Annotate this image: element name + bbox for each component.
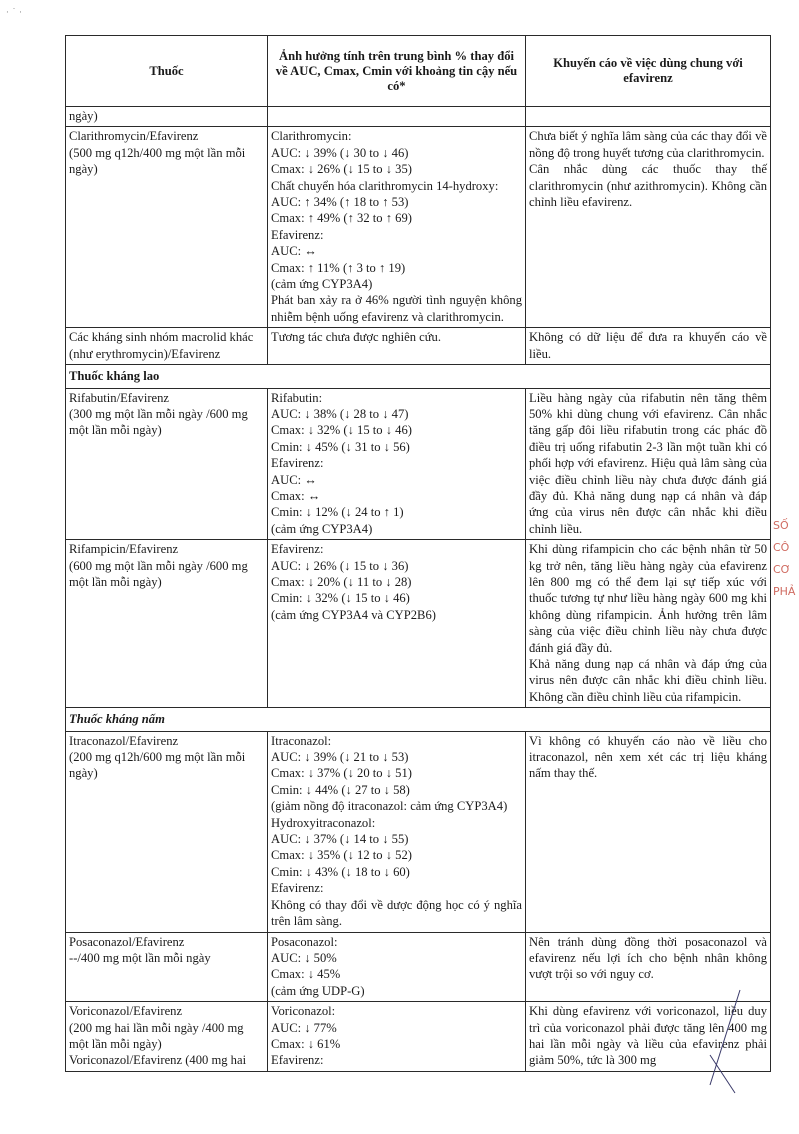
section-title-antifungal: Thuốc kháng nấm (66, 708, 771, 731)
effect-cell: Tương tác chưa được nghiên cứu. (268, 328, 526, 365)
recommendation-cell: Nên tránh dùng đồng thời posaconazol và efavirenz nếu lợi ích cho bệnh nhân không vượt trội so với nguy cơ. (526, 932, 771, 1002)
header-effect: Ảnh hưởng tính trên trung bình % thay đổi về AUC, Cmax, Cmin với khoảng tin cậy nếu có* (268, 36, 526, 107)
document-page (65, 35, 770, 1072)
effect-cell: Clarithromycin: AUC: ↓ 39% (↓ 30 to ↓ 46) Cmax: ↓ 26% (↓ 15 to ↓ 35) Chất chuyển hóa clarithromycin 14-hydroxy: AUC: ↑ 34% (↑ 18 to ↑ 53) Cmax: ↑ 49% (↑ 32 to ↑ 69) Efavirenz: AUC: ↔ Cmax: ↑ 11% (↑ 3 to ↑ 19) (cảm ứng CYP3A4) Phát ban xảy ra ở 46% người tình nguyện không nhiễm bệnh uống efavirenz và clarithromycin. (268, 127, 526, 328)
drug-cell: Rifabutin/Efavirenz (300 mg một lần mỗi ngày /600 mg một lần mỗi ngày) (66, 388, 268, 540)
drug-cell: Posaconazol/Efavirenz --/400 mg một lần mỗi ngày (66, 932, 268, 1002)
effect-cell: Rifabutin: AUC: ↓ 38% (↓ 28 to ↓ 47) Cmax: ↓ 32% (↓ 15 to ↓ 46) Cmin: ↓ 45% (↓ 31 to ↓ 56) Efavirenz: AUC: ↔ Cmax: ↔ Cmin: ↓ 12% (↓ 24 to ↑ 1) (cảm ứng CYP3A4) (268, 388, 526, 540)
table-row (66, 1002, 771, 1072)
drug-cell: Các kháng sinh nhóm macrolid khác (như erythromycin)/Efavirenz (66, 328, 268, 365)
effect-cell: Voriconazol: AUC: ↓ 77% Cmax: ↓ 61% Efavirenz: (268, 1002, 526, 1072)
table-row (66, 540, 771, 708)
red-stamp: SỐ CÔ CƠ PHẢ (773, 519, 796, 598)
recommendation-cell: Khi dùng efavirenz với voriconazol, liều duy trì của voriconazol phải được tăng lên 400 mg hai lần mỗi ngày và liều của efavirenz phải giảm 50%, tức là 300 mg (526, 1002, 771, 1072)
table-row (66, 328, 771, 365)
header-drug: Thuốc (66, 36, 268, 107)
section-row (66, 708, 771, 731)
drug-cell: ngày) (66, 107, 268, 127)
table-row (66, 388, 771, 540)
scan-artifact: · ˙ · (6, 8, 22, 18)
handwritten-pen-mark (700, 985, 760, 1095)
recommendation-cell: Chưa biết ý nghĩa lâm sàng của các thay đổi về nồng độ trong huyết tương của clarithromycin. Cân nhắc dùng các thuốc thay thế clarithromycin (như azithromycin). Không cần chỉnh liều efavirenz. (526, 127, 771, 328)
recommendation-cell: Vì không có khuyến cáo nào về liều cho itraconazol, nên xem xét các trị liệu kháng nấm thay thế. (526, 731, 771, 932)
table-row (66, 932, 771, 1002)
section-row (66, 365, 771, 388)
header-recommendation: Khuyến cáo về việc dùng chung với efavirenz (526, 36, 771, 107)
drug-cell: Clarithromycin/Efavirenz (500 mg q12h/400 mg một lần mỗi ngày) (66, 127, 268, 328)
recommendation-cell: Không có dữ liệu để đưa ra khuyến cáo về liều. (526, 328, 771, 365)
effect-cell: Efavirenz: AUC: ↓ 26% (↓ 15 to ↓ 36) Cmax: ↓ 20% (↓ 11 to ↓ 28) Cmin: ↓ 32% (↓ 15 to ↓ 46) (cảm ứng CYP3A4 và CYP2B6) (268, 540, 526, 708)
table-header-row (66, 36, 771, 107)
effect-cell: Itraconazol: AUC: ↓ 39% (↓ 21 to ↓ 53) Cmax: ↓ 37% (↓ 20 to ↓ 51) Cmin: ↓ 44% (↓ 27 to ↓ 58) (giảm nồng độ itraconazol: cảm ứng CYP3A4) Hydroxyitraconazol: AUC: ↓ 37% (↓ 14 to ↓ 55) Cmax: ↓ 35% (↓ 12 to ↓ 52) Cmin: ↓ 43% (↓ 18 to ↓ 60) Efavirenz: Không có thay đổi về dược động học có ý nghĩa trên lâm sàng. (268, 731, 526, 932)
table-row (66, 127, 771, 328)
drug-cell: Rifampicin/Efavirenz (600 mg một lần mỗi ngày /600 mg một lần mỗi ngày) (66, 540, 268, 708)
drug-interaction-table (65, 35, 771, 1072)
drug-cell: Voriconazol/Efavirenz (200 mg hai lần mỗi ngày /400 mg một lần mỗi ngày) Voriconazol/Efavirenz (400 mg hai (66, 1002, 268, 1072)
drug-cell: Itraconazol/Efavirenz (200 mg q12h/600 mg một lần mỗi ngày) (66, 731, 268, 932)
effect-cell: Posaconazol: AUC: ↓ 50% Cmax: ↓ 45% (cảm ứng UDP-G) (268, 932, 526, 1002)
recommendation-cell (526, 107, 771, 127)
effect-cell (268, 107, 526, 127)
table-row (66, 731, 771, 932)
table-row (66, 107, 771, 127)
section-title-antituberculosis: Thuốc kháng lao (66, 365, 771, 388)
recommendation-cell: Liều hàng ngày của rifabutin nên tăng thêm 50% khi dùng chung với efavirenz. Cân nhắc tăng gấp đôi liều rifabutin trong các phác đồ điều trị uống rifabutin 2-3 lần một tuần khi có phối hợp với efavirenz. Hiệu quả lâm sàng của việc điều chỉnh liều này chưa được đánh giá đầy đủ. Khả năng dung nạp cá nhân và đáp ứng của virus nên được cân nhắc khi điều chỉnh liều. (526, 388, 771, 540)
recommendation-cell: Khi dùng rifampicin cho các bệnh nhân từ 50 kg trở nên, tăng liều hàng ngày của efavirenz lên 800 mg có thể đem lại sự tiếp xúc với thuốc tương tự như liều hàng ngày 600 mg khi không dùng rifampicin. Ảnh hưởng trên lâm sàng của việc điều chỉnh liều này chưa được đánh giá đầy đủ. Khả năng dung nạp cá nhân và đáp ứng của virus nên được cân nhắc khi điều chỉnh liều. Không cần điều chỉnh liều của rifampicin. (526, 540, 771, 708)
